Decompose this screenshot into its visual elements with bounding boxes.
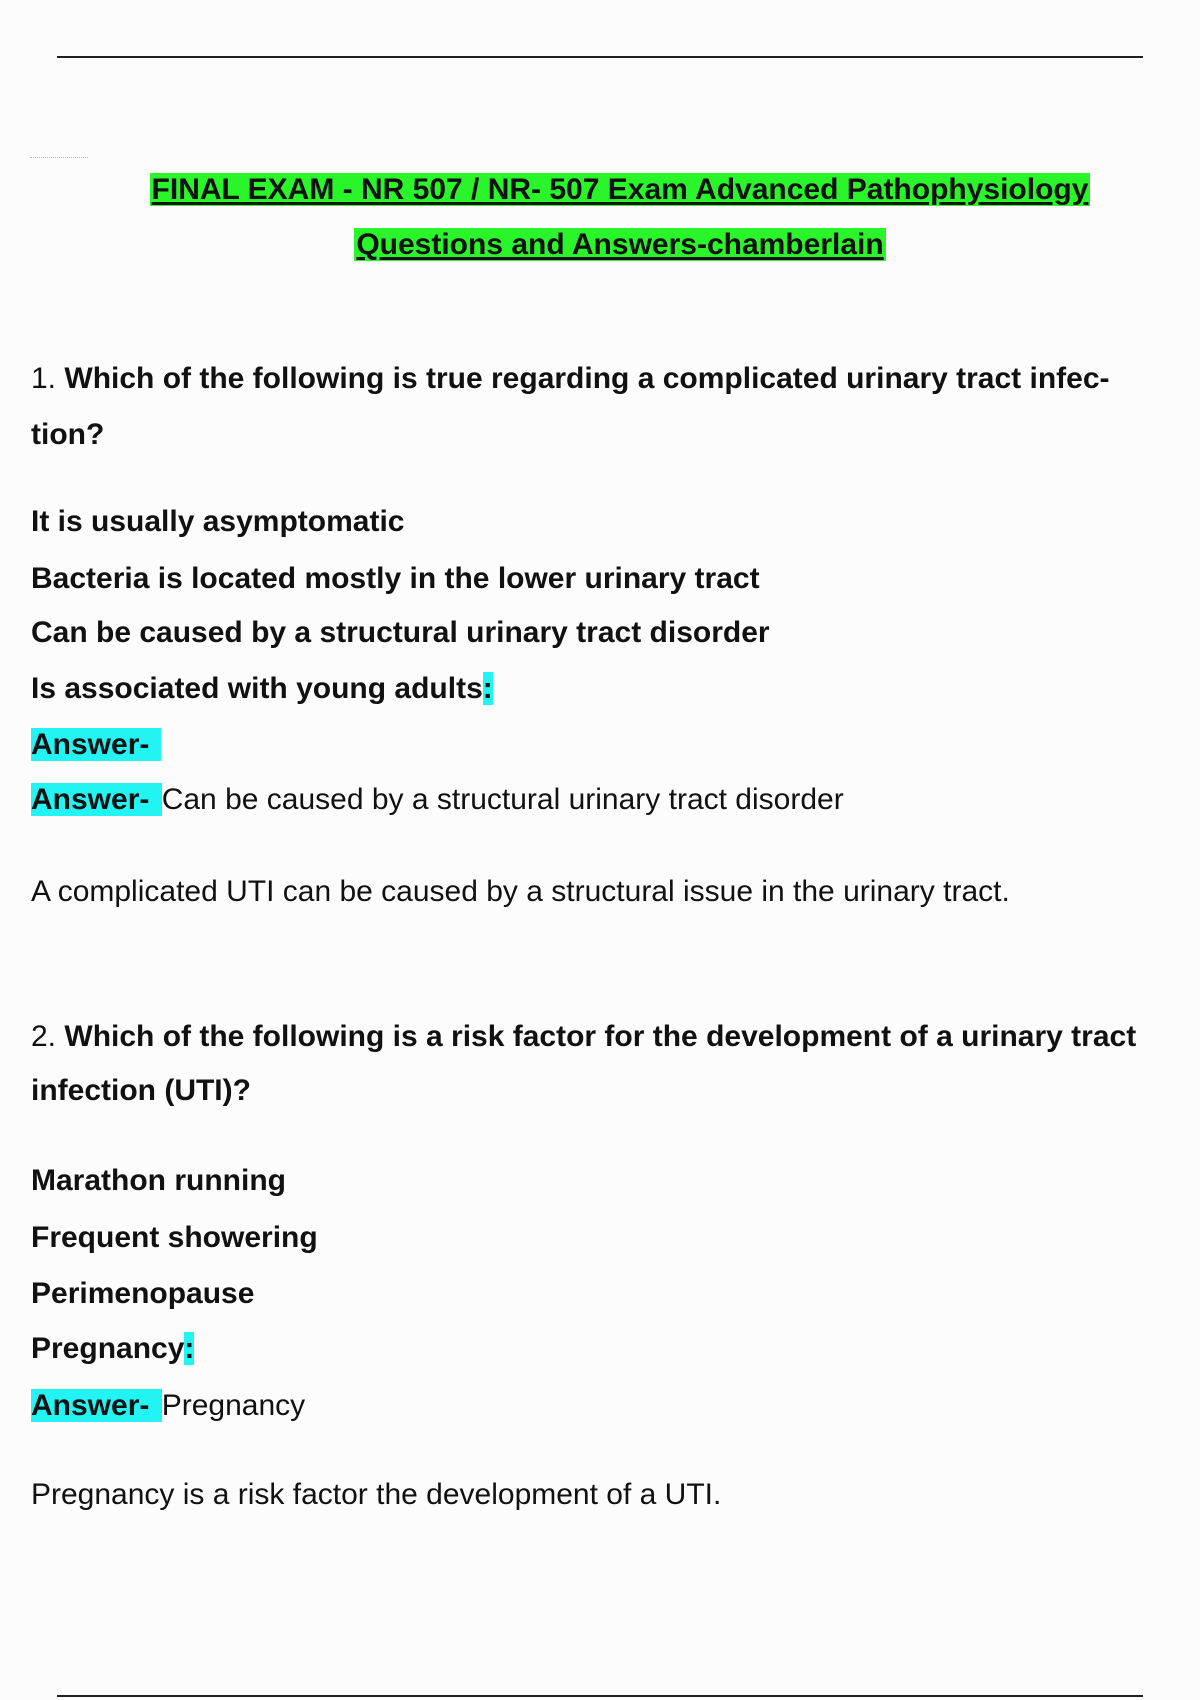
q1-empty-answer [31,727,161,763]
q2-option-3 [31,1276,254,1312]
q2-explanation [31,1477,721,1513]
bottom-rule [57,1695,1143,1697]
question-2-text [31,1019,1136,1055]
q1-answer [31,782,844,818]
answer-label: Answer- [31,728,161,761]
question-1-text [31,361,1110,397]
question-text: Which of the following is a risk factor for the development of a urinary tract [64,1020,1137,1053]
answer-text: Pregnancy [161,1389,306,1422]
question-2-text-cont [31,1073,251,1109]
option-text: Is associated with young adults [31,672,483,705]
option-suffix-highlight: : [482,672,493,705]
title-text-2: Questions and Answers-chamberlain [356,228,884,261]
option-text: Pregnancy [31,1332,185,1365]
document-title-line2 [20,227,1200,263]
option-suffix-highlight: : [184,1332,195,1365]
question-1-text-cont [31,417,104,453]
option-text: Marathon running [31,1164,286,1197]
document-title-line1 [20,172,1200,208]
option-text: Perimenopause [31,1277,255,1310]
explanation-text: A complicated UTI can be caused by a structural issue in the urinary tract. [31,875,1010,908]
q1-option-4 [31,671,493,707]
q2-option-1 [31,1163,286,1199]
explanation-text: Pregnancy is a risk factor the development of a UTI. [31,1478,722,1511]
question-text: infection (UTI)? [31,1074,251,1107]
q1-explanation [31,874,1010,910]
answer-text: Can be caused by a structural urinary tract disorder [161,783,844,816]
option-text: Frequent showering [31,1221,318,1254]
answer-label: Answer- [31,1389,162,1422]
q2-option-2 [31,1220,318,1256]
question-number: 2. [31,1020,57,1053]
q2-answer [31,1388,305,1424]
question-number: 1. [31,362,57,395]
q1-option-3 [31,615,770,651]
top-rule [57,56,1143,58]
question-text: Which of the following is true regarding a complicated urinary tract infec- [64,362,1110,395]
title-text-1: FINAL EXAM - NR 507 / NR- 507 Exam Advanced Pathophysiology [151,173,1089,206]
option-text: It is usually asymptomatic [31,505,405,538]
q2-option-4 [31,1331,194,1367]
q1-option-2 [31,561,760,597]
option-text: Can be caused by a structural urinary tract disorder [31,616,770,649]
faint-mark [30,157,88,158]
question-text: tion? [31,418,105,451]
option-text: Bacteria is located mostly in the lower urinary tract [31,562,760,595]
q1-option-1 [31,504,404,540]
answer-label: Answer- [31,783,162,816]
